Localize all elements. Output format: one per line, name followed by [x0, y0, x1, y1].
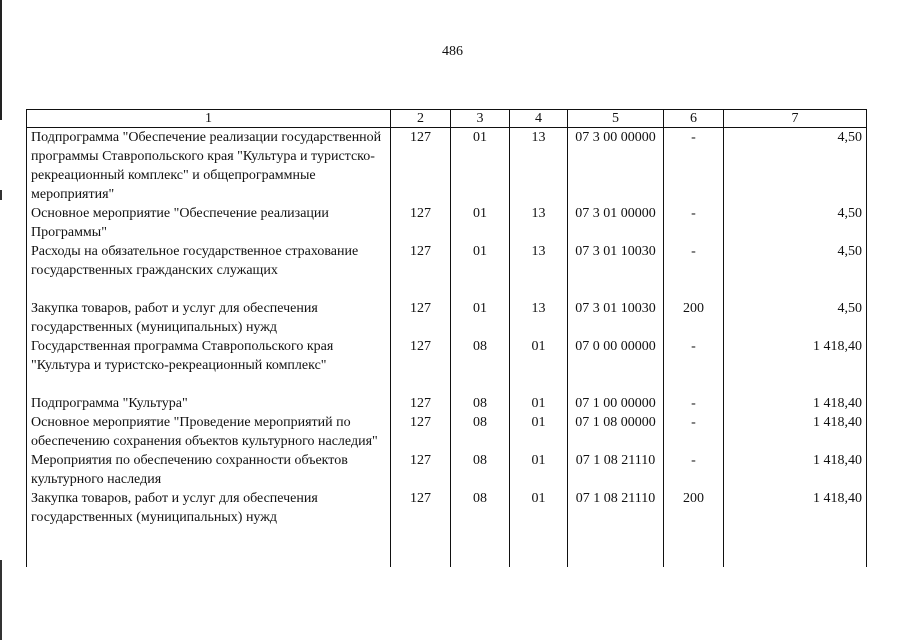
row-section: 08	[451, 451, 510, 489]
row-name: Государственная программа Ставропольского края "Культура и туристско-рекреационный комплекс"	[27, 337, 391, 394]
row-subsection: 01	[510, 489, 568, 567]
row-target: 07 1 00 00000	[568, 394, 664, 413]
row-ministry: 127	[391, 128, 451, 205]
row-expense-type: 200	[664, 489, 724, 567]
row-ministry: 127	[391, 299, 451, 337]
budget-table	[26, 109, 867, 567]
column-header-3: 3	[451, 110, 510, 128]
row-amount: 1 418,40	[724, 394, 867, 413]
row-amount: 4,50	[724, 128, 867, 205]
row-amount: 4,50	[724, 204, 867, 242]
row-subsection: 13	[510, 242, 568, 299]
row-target: 07 1 08 21110	[568, 451, 664, 489]
scan-edge-mark	[0, 0, 2, 640]
row-section: 08	[451, 337, 510, 394]
table-row	[27, 299, 867, 337]
row-target: 07 3 01 00000	[568, 204, 664, 242]
column-header-1: 1	[27, 110, 391, 128]
row-amount: 1 418,40	[724, 413, 867, 451]
table-row	[27, 204, 867, 242]
row-expense-type: -	[664, 128, 724, 205]
table-row	[27, 394, 867, 413]
row-expense-type: -	[664, 337, 724, 394]
row-target: 07 1 08 21110	[568, 489, 664, 567]
row-section: 01	[451, 242, 510, 299]
row-amount: 4,50	[724, 299, 867, 337]
row-ministry: 127	[391, 242, 451, 299]
column-header-6: 6	[664, 110, 724, 128]
row-expense-type: -	[664, 413, 724, 451]
row-ministry: 127	[391, 413, 451, 451]
row-target: 07 3 01 10030	[568, 299, 664, 337]
row-target: 07 1 08 00000	[568, 413, 664, 451]
row-amount: 1 418,40	[724, 489, 867, 567]
column-header-5: 5	[568, 110, 664, 128]
column-header-4: 4	[510, 110, 568, 128]
row-expense-type: -	[664, 204, 724, 242]
row-name: Закупка товаров, работ и услуг для обеспечения государственных (муниципальных) нужд	[27, 489, 391, 567]
row-subsection: 01	[510, 413, 568, 451]
row-expense-type: -	[664, 451, 724, 489]
row-amount: 4,50	[724, 242, 867, 299]
row-name: Подпрограмма "Культура"	[27, 394, 391, 413]
table-row	[27, 128, 867, 205]
row-section: 01	[451, 128, 510, 205]
row-target: 07 0 00 00000	[568, 337, 664, 394]
row-section: 08	[451, 489, 510, 567]
row-section: 01	[451, 299, 510, 337]
row-subsection: 13	[510, 128, 568, 205]
row-ministry: 127	[391, 204, 451, 242]
row-target: 07 3 00 00000	[568, 128, 664, 205]
row-subsection: 13	[510, 299, 568, 337]
row-expense-type: -	[664, 394, 724, 413]
row-name: Основное мероприятие "Проведение мероприятий по обеспечению сохранения объектов культурного наследия"	[27, 413, 391, 451]
row-amount: 1 418,40	[724, 451, 867, 489]
row-target: 07 3 01 10030	[568, 242, 664, 299]
table-row	[27, 489, 867, 567]
row-name: Мероприятия по обеспечению сохранности объектов культурного наследия	[27, 451, 391, 489]
row-section: 08	[451, 413, 510, 451]
table-row	[27, 451, 867, 489]
page-number: 486	[442, 44, 463, 59]
row-name: Подпрограмма "Обеспечение реализации государственной программы Ставропольского края "Культура и туристско-рекреационный комплекс" и общепрограммные мероприятия"	[27, 128, 391, 205]
table-row	[27, 413, 867, 451]
row-expense-type: -	[664, 242, 724, 299]
row-ministry: 127	[391, 394, 451, 413]
row-subsection: 13	[510, 204, 568, 242]
row-name: Расходы на обязательное государственное страхование государственных гражданских служащих	[27, 242, 391, 299]
table-row	[27, 337, 867, 394]
row-subsection: 01	[510, 451, 568, 489]
column-header-7: 7	[724, 110, 867, 128]
row-expense-type: 200	[664, 299, 724, 337]
row-subsection: 01	[510, 337, 568, 394]
row-section: 08	[451, 394, 510, 413]
row-name: Основное мероприятие "Обеспечение реализации Программы"	[27, 204, 391, 242]
table-row	[27, 242, 867, 299]
row-name: Закупка товаров, работ и услуг для обеспечения государственных (муниципальных) нужд	[27, 299, 391, 337]
header-row	[27, 110, 867, 128]
row-ministry: 127	[391, 337, 451, 394]
column-header-2: 2	[391, 110, 451, 128]
row-ministry: 127	[391, 451, 451, 489]
row-subsection: 01	[510, 394, 568, 413]
row-section: 01	[451, 204, 510, 242]
row-ministry: 127	[391, 489, 451, 567]
row-amount: 1 418,40	[724, 337, 867, 394]
